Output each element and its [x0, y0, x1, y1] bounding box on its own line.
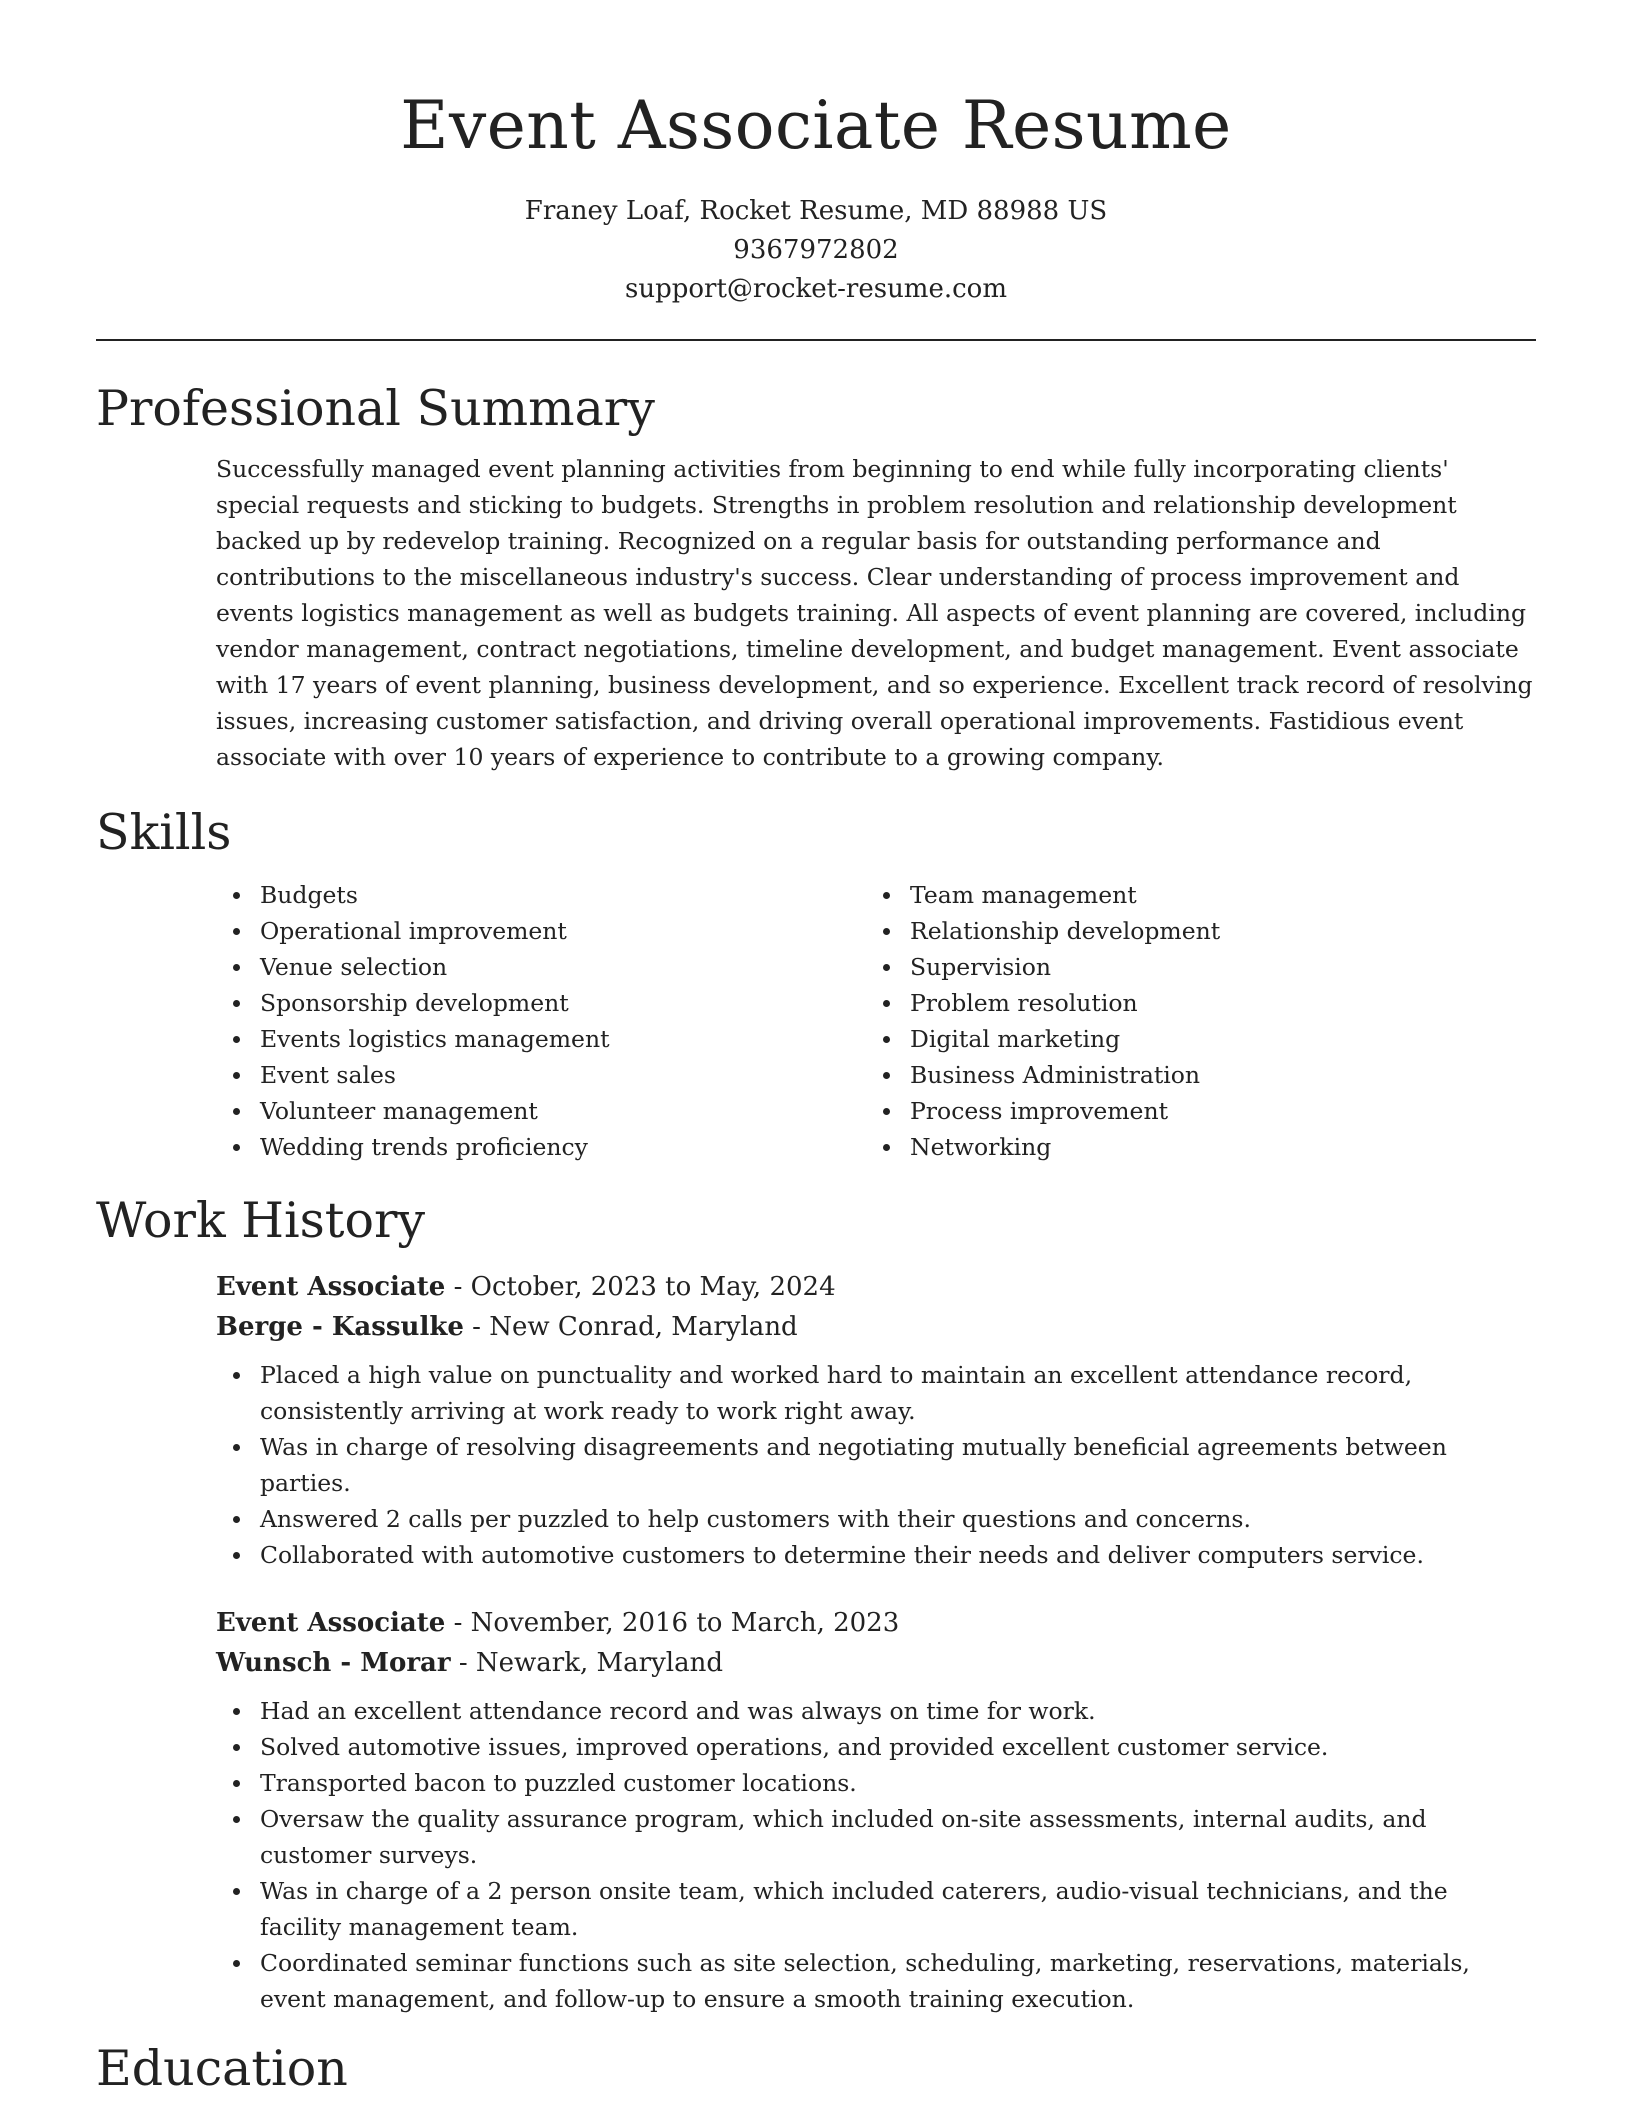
- job-company-line: [216, 1307, 1536, 1347]
- skill-item: Digital marketing: [866, 1021, 1516, 1057]
- skills-column-left: [216, 877, 866, 1165]
- skill-item: Business Administration: [866, 1057, 1516, 1093]
- job-entry: [216, 1267, 1536, 1573]
- skill-item: Process improvement: [866, 1093, 1516, 1129]
- skill-item: Volunteer management: [216, 1093, 866, 1129]
- contact-address: Franey Loaf, Rocket Resume, MD 88988 US: [524, 196, 1108, 226]
- skills-heading: Skills: [96, 804, 232, 861]
- skill-item: Problem resolution: [866, 985, 1516, 1021]
- skills-column-right: [866, 877, 1516, 1165]
- job-title-line: [216, 1267, 1536, 1307]
- job-location: - Newark, Maryland: [450, 1648, 723, 1678]
- job-location: - New Conrad, Maryland: [463, 1312, 798, 1342]
- skill-item: Budgets: [216, 877, 866, 913]
- skill-item: Networking: [866, 1129, 1516, 1165]
- skill-item: Team management: [866, 877, 1516, 913]
- job-bullet: Transported bacon to puzzled customer locations.: [216, 1765, 1536, 1801]
- skill-item: Wedding trends proficiency: [216, 1129, 866, 1165]
- job-title-line: [216, 1603, 1536, 1643]
- skills-list: [216, 877, 1536, 1165]
- summary-heading: Professional Summary: [96, 380, 655, 437]
- job-company-line: [216, 1643, 1536, 1683]
- contact-email: support@rocket-resume.com: [624, 274, 1007, 304]
- skill-item: Venue selection: [216, 949, 866, 985]
- skill-item: Event sales: [216, 1057, 866, 1093]
- skill-item: Sponsorship development: [216, 985, 866, 1021]
- skill-item: Supervision: [866, 949, 1516, 985]
- job-bullet: Had an excellent attendance record and was always on time for work.: [216, 1693, 1536, 1729]
- job-bullet: Was in charge of a 2 person onsite team, which included caterers, audio-visual technicians, and the facility management team.: [216, 1873, 1536, 1945]
- resume-page: [96, 0, 1536, 2101]
- contact-phone: 9367972802: [733, 235, 899, 265]
- job-dates: - October, 2023 to May, 2024: [445, 1272, 836, 1302]
- job-title: Event Associate: [216, 1272, 446, 1302]
- job-title: Event Associate: [216, 1608, 446, 1638]
- summary-text: Successfully managed event planning activities from beginning to end while fully incorporating clients' special requests and sticking to budgets. Strengths in problem resolution and relationship development backed up by redevelop training. Recognized on a regular basis for outstanding performance and contributions to the miscellaneous industry's success. Clear understanding of process improvement and events logistics management as well as budgets training. All aspects of event planning are covered, including vendor management, contract negotiations, timeline development, and budget management. Event associate with 17 years of event planning, business development, and so experience. Excellent track record of resolving issues, increasing customer satisfaction, and driving overall operational improvements. Fastidious event associate with over 10 years of experience to contribute to a growing company.: [216, 455, 1533, 771]
- skill-item: Events logistics management: [216, 1021, 866, 1057]
- skill-item: Operational improvement: [216, 913, 866, 949]
- education-heading: Education: [96, 2040, 348, 2097]
- job-bullet: Oversaw the quality assurance program, which included on-site assessments, internal audits, and customer surveys.: [216, 1801, 1536, 1873]
- job-bullet: Answered 2 calls per puzzled to help customers with their questions and concerns.: [216, 1501, 1536, 1537]
- skill-item: Relationship development: [866, 913, 1516, 949]
- work-history-heading: Work History: [96, 1192, 426, 1249]
- job-bullet: Collaborated with automotive customers to determine their needs and deliver computers service.: [216, 1537, 1536, 1573]
- contact-block: [96, 192, 1536, 309]
- resume-title: Event Associate Resume: [400, 87, 1232, 164]
- job-company: Berge - Kassulke: [216, 1312, 464, 1342]
- job-dates: - November, 2016 to March, 2023: [445, 1608, 900, 1638]
- job-company: Wunsch - Morar: [216, 1648, 451, 1678]
- job-bullet: Coordinated seminar functions such as site selection, scheduling, marketing, reservations, materials, event management, and follow-up to ensure a smooth training execution.: [216, 1945, 1536, 2017]
- job-bullet: Was in charge of resolving disagreements and negotiating mutually beneficial agreements between parties.: [216, 1429, 1536, 1501]
- job-entry: [216, 1603, 1536, 2017]
- job-bullets: [216, 1693, 1536, 2017]
- job-bullets: [216, 1357, 1536, 1573]
- header-divider: [96, 339, 1536, 341]
- job-bullet: Solved automotive issues, improved operations, and provided excellent customer service.: [216, 1729, 1536, 1765]
- job-bullet: Placed a high value on punctuality and worked hard to maintain an excellent attendance record, consistently arriving at work ready to work right away.: [216, 1357, 1536, 1429]
